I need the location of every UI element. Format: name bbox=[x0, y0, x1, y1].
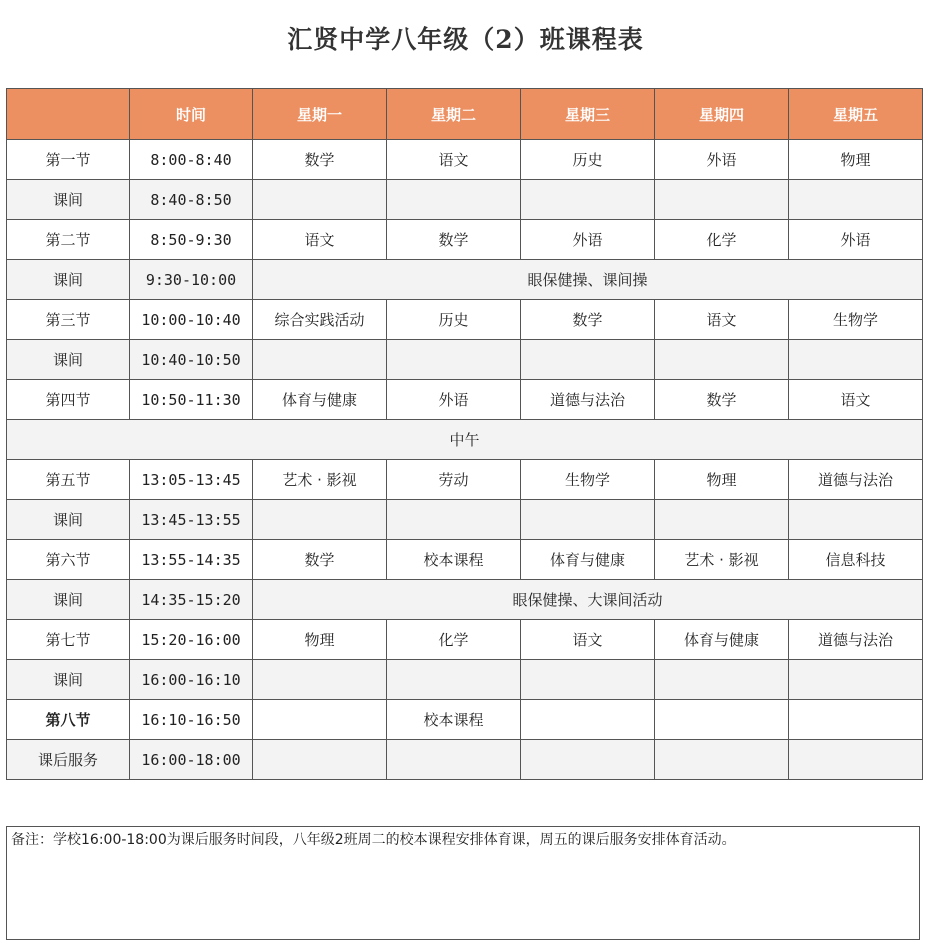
period-time: 8:00-8:40 bbox=[130, 140, 253, 180]
course-cell-thursday bbox=[655, 740, 789, 780]
course-cell-tuesday bbox=[387, 180, 521, 220]
header-friday: 星期五 bbox=[789, 89, 923, 140]
table-row bbox=[7, 460, 923, 500]
break-activity-cell: 眼保健操、大课间活动 bbox=[253, 580, 923, 620]
course-cell-wednesday bbox=[521, 740, 655, 780]
header-monday: 星期一 bbox=[253, 89, 387, 140]
course-cell-friday: 语文 bbox=[789, 380, 923, 420]
course-cell-tuesday: 语文 bbox=[387, 140, 521, 180]
period-time: 13:45-13:55 bbox=[130, 500, 253, 540]
period-time: 10:00-10:40 bbox=[130, 300, 253, 340]
period-label: 课间 bbox=[7, 180, 130, 220]
course-cell-thursday bbox=[655, 340, 789, 380]
period-label: 课间 bbox=[7, 260, 130, 300]
period-time: 15:20-16:00 bbox=[130, 620, 253, 660]
course-cell-tuesday: 劳动 bbox=[387, 460, 521, 500]
period-label: 第三节 bbox=[7, 300, 130, 340]
period-label: 课间 bbox=[7, 660, 130, 700]
course-cell-friday bbox=[789, 700, 923, 740]
course-cell-friday: 物理 bbox=[789, 140, 923, 180]
period-label: 课间 bbox=[7, 340, 130, 380]
header-row bbox=[7, 89, 923, 140]
course-cell-wednesday bbox=[521, 500, 655, 540]
course-cell-monday: 艺术 · 影视 bbox=[253, 460, 387, 500]
course-cell-tuesday bbox=[387, 500, 521, 540]
course-cell-wednesday: 外语 bbox=[521, 220, 655, 260]
table-row bbox=[7, 540, 923, 580]
schedule-table bbox=[6, 88, 923, 780]
course-cell-tuesday: 化学 bbox=[387, 620, 521, 660]
course-cell-tuesday: 校本课程 bbox=[387, 540, 521, 580]
period-label: 第五节 bbox=[7, 460, 130, 500]
course-cell-monday bbox=[253, 660, 387, 700]
course-cell-monday bbox=[253, 740, 387, 780]
table-row bbox=[7, 660, 923, 700]
course-cell-monday bbox=[253, 180, 387, 220]
period-time: 14:35-15:20 bbox=[130, 580, 253, 620]
course-cell-friday: 信息科技 bbox=[789, 540, 923, 580]
header-tuesday: 星期二 bbox=[387, 89, 521, 140]
course-cell-thursday: 外语 bbox=[655, 140, 789, 180]
period-time: 16:00-18:00 bbox=[130, 740, 253, 780]
header-wednesday: 星期三 bbox=[521, 89, 655, 140]
course-cell-thursday bbox=[655, 180, 789, 220]
course-cell-monday bbox=[253, 700, 387, 740]
period-time: 13:55-14:35 bbox=[130, 540, 253, 580]
period-time: 8:50-9:30 bbox=[130, 220, 253, 260]
course-cell-thursday: 化学 bbox=[655, 220, 789, 260]
course-cell-monday: 数学 bbox=[253, 540, 387, 580]
table-row bbox=[7, 740, 923, 780]
course-cell-monday bbox=[253, 340, 387, 380]
course-cell-wednesday: 道德与法治 bbox=[521, 380, 655, 420]
notes-box: 备注：学校16:00-18:00为课后服务时间段，八年级2班周二的校本课程安排体育课，周五的课后服务安排体育活动。 bbox=[6, 826, 920, 940]
period-label: 课间 bbox=[7, 580, 130, 620]
course-cell-thursday: 语文 bbox=[655, 300, 789, 340]
course-cell-thursday bbox=[655, 500, 789, 540]
course-cell-friday: 道德与法治 bbox=[789, 620, 923, 660]
course-cell-tuesday: 数学 bbox=[387, 220, 521, 260]
period-label: 第一节 bbox=[7, 140, 130, 180]
course-cell-wednesday bbox=[521, 340, 655, 380]
course-cell-monday: 语文 bbox=[253, 220, 387, 260]
course-cell-friday bbox=[789, 180, 923, 220]
course-cell-monday: 数学 bbox=[253, 140, 387, 180]
break-activity-cell: 眼保健操、课间操 bbox=[253, 260, 923, 300]
period-label: 第六节 bbox=[7, 540, 130, 580]
course-cell-wednesday: 数学 bbox=[521, 300, 655, 340]
period-time: 16:10-16:50 bbox=[130, 700, 253, 740]
course-cell-wednesday bbox=[521, 660, 655, 700]
course-cell-thursday bbox=[655, 660, 789, 700]
course-cell-thursday bbox=[655, 700, 789, 740]
course-cell-friday bbox=[789, 500, 923, 540]
course-cell-friday bbox=[789, 660, 923, 700]
noon-break-cell: 中午 bbox=[7, 420, 923, 460]
period-time: 10:50-11:30 bbox=[130, 380, 253, 420]
course-cell-wednesday: 体育与健康 bbox=[521, 540, 655, 580]
course-cell-wednesday: 语文 bbox=[521, 620, 655, 660]
period-label: 第四节 bbox=[7, 380, 130, 420]
course-cell-tuesday bbox=[387, 740, 521, 780]
table-row bbox=[7, 180, 923, 220]
period-label: 第八节 bbox=[7, 700, 130, 740]
course-cell-tuesday bbox=[387, 340, 521, 380]
table-row bbox=[7, 340, 923, 380]
period-label: 课间 bbox=[7, 500, 130, 540]
course-cell-thursday: 数学 bbox=[655, 380, 789, 420]
period-time: 8:40-8:50 bbox=[130, 180, 253, 220]
course-cell-thursday: 物理 bbox=[655, 460, 789, 500]
course-cell-wednesday: 生物学 bbox=[521, 460, 655, 500]
course-cell-monday: 体育与健康 bbox=[253, 380, 387, 420]
table-row bbox=[7, 500, 923, 540]
course-cell-wednesday bbox=[521, 180, 655, 220]
period-time: 9:30-10:00 bbox=[130, 260, 253, 300]
table-row bbox=[7, 260, 923, 300]
course-cell-friday bbox=[789, 740, 923, 780]
table-row bbox=[7, 700, 923, 740]
course-cell-friday: 生物学 bbox=[789, 300, 923, 340]
header-blank bbox=[7, 89, 130, 140]
table-row bbox=[7, 380, 923, 420]
period-time: 16:00-16:10 bbox=[130, 660, 253, 700]
table-row bbox=[7, 420, 923, 460]
course-cell-wednesday: 历史 bbox=[521, 140, 655, 180]
period-label: 第七节 bbox=[7, 620, 130, 660]
course-cell-tuesday: 外语 bbox=[387, 380, 521, 420]
table-row bbox=[7, 620, 923, 660]
course-cell-wednesday bbox=[521, 700, 655, 740]
course-cell-thursday: 艺术 · 影视 bbox=[655, 540, 789, 580]
course-cell-friday: 外语 bbox=[789, 220, 923, 260]
table-row bbox=[7, 220, 923, 260]
period-label: 第二节 bbox=[7, 220, 130, 260]
period-time: 13:05-13:45 bbox=[130, 460, 253, 500]
table-row bbox=[7, 580, 923, 620]
course-cell-tuesday bbox=[387, 660, 521, 700]
course-cell-thursday: 体育与健康 bbox=[655, 620, 789, 660]
course-cell-monday: 综合实践活动 bbox=[253, 300, 387, 340]
table-row bbox=[7, 300, 923, 340]
course-cell-friday: 道德与法治 bbox=[789, 460, 923, 500]
period-time: 10:40-10:50 bbox=[130, 340, 253, 380]
course-cell-friday bbox=[789, 340, 923, 380]
course-cell-monday bbox=[253, 500, 387, 540]
header-time: 时间 bbox=[130, 89, 253, 140]
header-thursday: 星期四 bbox=[655, 89, 789, 140]
course-cell-tuesday: 校本课程 bbox=[387, 700, 521, 740]
table-row bbox=[7, 140, 923, 180]
page-title: 汇贤中学八年级（2）班课程表 bbox=[287, 25, 644, 54]
course-cell-monday: 物理 bbox=[253, 620, 387, 660]
course-cell-tuesday: 历史 bbox=[387, 300, 521, 340]
period-label: 课后服务 bbox=[7, 740, 130, 780]
